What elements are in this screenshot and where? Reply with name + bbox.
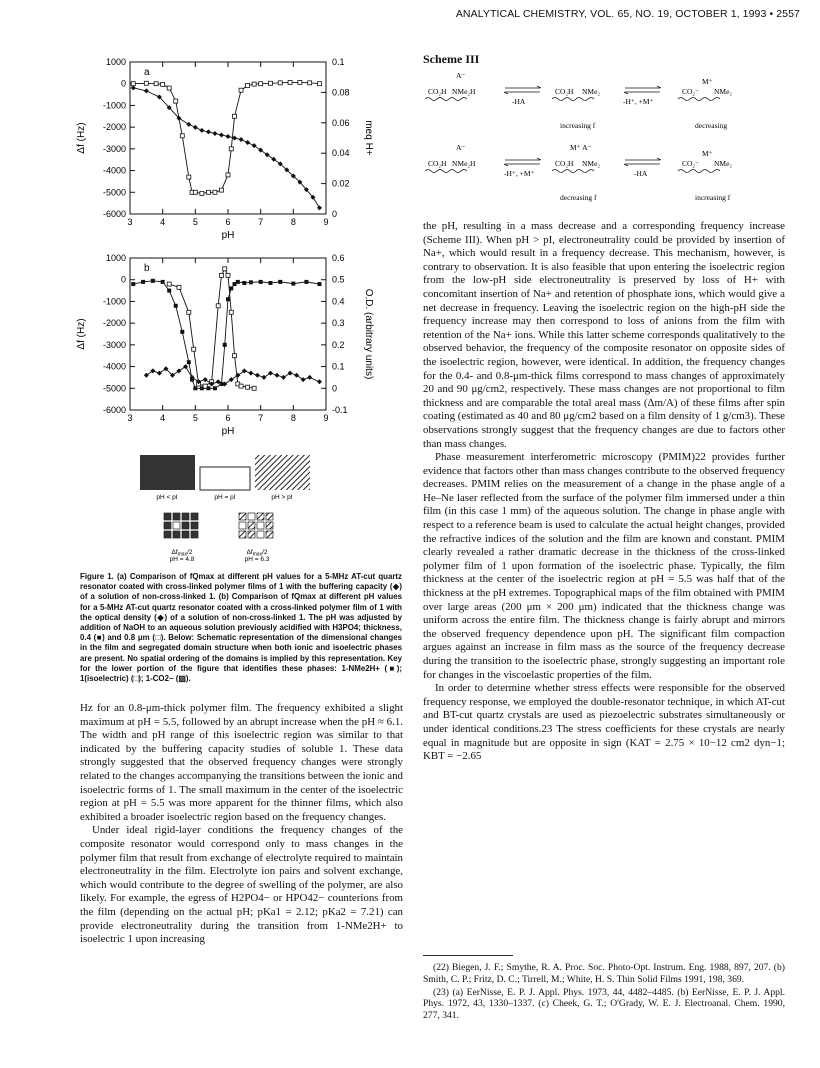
data-point — [268, 81, 272, 85]
data-point — [308, 81, 312, 85]
y2-tick-label: 0.5 — [332, 274, 345, 285]
y-tick-label: -1000 — [102, 296, 126, 307]
ionic-film-block — [140, 455, 195, 490]
panel-label: b — [144, 263, 150, 274]
data-point — [235, 373, 240, 378]
domain-cell — [182, 513, 189, 520]
y2-tick-label: 0.3 — [332, 318, 345, 329]
y-tick-label: -6000 — [102, 209, 126, 219]
x-tick-label: 4 — [160, 413, 166, 423]
label-ph-lt-pi: pH < pI — [156, 494, 178, 501]
y2-axis-label: meq H+ — [363, 120, 374, 156]
data-point — [239, 384, 243, 388]
domain-cell — [257, 522, 264, 529]
x-tick-label: 5 — [192, 413, 198, 423]
data-point — [291, 282, 295, 286]
svg-text:decreasing f: decreasing f — [560, 193, 597, 202]
data-point — [177, 368, 182, 373]
left-grid-label-1: $\Delta f_{max}/2$ — [171, 549, 193, 558]
x-tick-label: 6 — [225, 217, 231, 227]
data-point — [268, 371, 273, 376]
domain-cell — [182, 522, 189, 529]
isoelectric-film-block — [200, 467, 250, 490]
data-point — [278, 280, 282, 284]
data-point — [317, 282, 321, 286]
y2-tick-label: 0.6 — [332, 253, 345, 263]
data-point — [239, 88, 243, 92]
data-point — [161, 280, 165, 284]
left-grid-label-2: pH = 4.8 — [169, 556, 195, 563]
data-point — [242, 368, 247, 373]
domain-cell — [191, 522, 198, 529]
footnotes — [423, 962, 785, 1023]
svg-text:A⁻: A⁻ — [456, 71, 466, 80]
data-point — [229, 286, 233, 290]
y-tick-label: -2000 — [102, 318, 126, 329]
domain-cell — [248, 531, 255, 538]
y2-tick-label: 0.08 — [332, 87, 350, 98]
domain-cell — [191, 513, 198, 520]
data-point — [223, 267, 227, 271]
svg-text:-H⁺, +M⁺: -H⁺, +M⁺ — [623, 97, 654, 106]
y2-tick-label: 0 — [332, 383, 338, 394]
domain-grid-right — [239, 513, 273, 538]
data-point — [259, 82, 263, 86]
y2-tick-label: 0.1 — [332, 361, 345, 372]
y2-tick-label: 0.1 — [332, 57, 345, 67]
data-point — [229, 377, 234, 382]
y-tick-label: -3000 — [102, 339, 126, 350]
data-point — [150, 368, 155, 373]
data-point — [157, 371, 162, 376]
paragraph: Under ideal rigid-layer conditions the frequency changes of the composite resonator would correspond only to mass changes in the polymer film that result from exchange of electrolyte required to maintain electroneutrality in the film. Electrolyte ion pairs and solvent exchange, which would contribute to the degree of swelling of the polymer, are also likely. For example, the egress of H2PO4− or HPO42− counterions from the film (depending on the actual pH; pKa1 = 2.12; pKa2 = 7.21) can provide electroneutrality during the transition from 1-NMe2H+ to isoelectric 1 upon increasing — [80, 824, 403, 946]
data-point — [252, 82, 256, 86]
domain-cell — [182, 531, 189, 538]
data-point — [177, 285, 181, 289]
svg-text:M⁺: M⁺ — [702, 149, 713, 158]
x-axis-label: pH — [221, 426, 235, 437]
data-point — [187, 360, 191, 364]
data-point — [233, 354, 237, 358]
data-point — [298, 80, 302, 84]
data-point — [219, 132, 224, 137]
data-point — [226, 297, 230, 301]
domain-cell — [239, 513, 246, 520]
domain-cell — [173, 531, 180, 538]
paragraph: In order to determine whether stress effects were responsible for the observed frequency response, we employed the double-resonator technique, in which AT-cut and BT-cut quartz crystals are used as piezoelectric substrates simultaneously or under identical conditions.23 The stress coefficients for these crystals are nearly equal in magnitude but are opposite in sign (KAT = 2.75 × 10−12 cm2 dyn−1; KBT = −2.65 — [423, 682, 785, 763]
plot-frame — [130, 258, 326, 410]
paragraph: the pH, resulting in a mass decrease and a corresponding frequency increase (Scheme III). When pH > pI, electroneutrality could be provided by insertion of Na+, which would result in a frequency decrease. This mechanism, however, is contrary to observation. It is also feasible that upon entering the isoelectric region from the low-pH side electroneutrality is preserved by loss of H+ with concomitant insertion of Na+ and retention of phosphate ions, which would give a net decrease in frequency. Leaving the isoelectric region on the high-pH side the frequency increase may then correspond to loss of anions from the film with retention of the Na+ ions. While this latter scheme corresponds qualitatively to the observed behavior, the frequency of the composite resonator on opposite sides of the isoelectric region, however, were identical. In addition, the frequency changes for the 0.4- and 0.8-μm-thick films correspond to mass changes of approximately 20 and 90 μg/cm2, respectively. These mass changes are not proportional to film thickness and are comparable the total areal mass (Δm/A) of these films after spin coating (estimated as 40 and 80 μg/cm2 based on a film density of 1 g/cm3). These observations strongly suggest that the frequency changes are due to factors other than mass changes. — [423, 220, 785, 450]
data-point — [180, 330, 184, 334]
data-point — [174, 99, 178, 103]
x-tick-label: 9 — [323, 413, 329, 423]
data-point — [219, 273, 223, 277]
data-point — [187, 175, 191, 179]
svg-text:NMe₂H: NMe₂H — [452, 87, 476, 96]
data-point — [213, 190, 217, 194]
domain-cell — [239, 522, 246, 529]
series-line — [133, 88, 319, 208]
data-point — [317, 379, 322, 384]
data-point — [242, 281, 246, 285]
data-point — [317, 205, 322, 210]
film-schematic — [100, 455, 400, 565]
y-tick-label: -6000 — [102, 405, 126, 415]
svg-text:CO₂H: CO₂H — [555, 159, 574, 168]
data-point — [199, 128, 204, 133]
x-tick-label: 7 — [258, 413, 264, 423]
data-point — [167, 289, 171, 293]
y2-tick-label: 0.4 — [332, 296, 345, 307]
data-point — [167, 86, 171, 90]
y-tick-label: -2000 — [102, 122, 126, 133]
x-axis-label: pH — [221, 230, 235, 241]
svg-text:NMe₂: NMe₂ — [714, 87, 733, 96]
data-point — [186, 122, 191, 127]
scheme-title: Scheme III — [423, 52, 480, 66]
data-point — [174, 304, 178, 308]
label-ph-eq-pi: pH = pI — [214, 494, 236, 501]
right-grid-label-2: pH = 6.3 — [244, 556, 270, 563]
data-point — [183, 364, 188, 369]
data-point — [246, 83, 250, 87]
x-tick-label: 6 — [225, 413, 231, 423]
data-point — [187, 310, 191, 314]
y-tick-label: 1000 — [105, 57, 126, 67]
x-tick-label: 9 — [323, 217, 329, 227]
data-point — [301, 377, 306, 382]
running-header: ANALYTICAL CHEMISTRY, VOL. 65, NO. 19, OCTOBER 1, 1993 • 2557 — [455, 8, 800, 20]
paragraph: Hz for an 0.8-μm-thick polymer film. The frequency exhibited a slight maximum at pH = 5.5, followed by an abrupt increase when the pH ≈ 6.1. The width and pH range of this isoelectric region was similar to that indicated by the buffering capacity studies of soluble 1. These data strongly suggested that the observed frequency changes were strongly related to the changes accompanying the transitions between the ionic and isoelectric forms of 1. The small maximum in the center of the isoelectric region at pH = 5.5 was more apparent for the thinner films, which also exhibited a broader isoelectric region based on the frequency changes. — [80, 702, 403, 823]
right-column — [423, 220, 785, 764]
anionic-film-block — [255, 455, 310, 490]
scheme-iii — [420, 66, 790, 206]
y-tick-label: 1000 — [105, 253, 126, 263]
y2-tick-label: 0 — [332, 209, 338, 219]
data-point — [252, 386, 256, 390]
data-point — [154, 82, 158, 86]
y2-axis-label: O.D. (arbitrary units) — [363, 288, 374, 380]
data-point — [245, 140, 250, 145]
data-point — [161, 82, 165, 86]
data-point — [144, 81, 148, 85]
data-point — [239, 137, 244, 142]
data-point — [259, 280, 263, 284]
x-tick-label: 7 — [258, 217, 264, 227]
svg-text:increasing f: increasing f — [560, 121, 596, 130]
data-point — [131, 282, 135, 286]
y2-tick-label: 0.2 — [332, 339, 345, 350]
data-point — [255, 373, 260, 378]
svg-text:NMe₂: NMe₂ — [582, 159, 601, 168]
data-point — [206, 190, 210, 194]
x-tick-label: 3 — [127, 413, 133, 423]
domain-cell — [164, 522, 171, 529]
svg-text:-H⁺, +M⁺: -H⁺, +M⁺ — [504, 169, 535, 178]
data-point — [226, 134, 231, 139]
x-tick-label: 8 — [290, 217, 296, 227]
domain-cell — [248, 522, 255, 529]
y-tick-label: -1000 — [102, 100, 126, 111]
svg-text:A⁻: A⁻ — [456, 143, 466, 152]
y2-tick-label: 0.06 — [332, 117, 350, 128]
data-point — [261, 375, 266, 380]
data-point — [219, 188, 223, 192]
data-point — [229, 310, 233, 314]
left-column — [80, 702, 403, 947]
paragraph: Phase measurement interferometric microscopy (PMIM)22 provides further evidence that factors other than mass changes contribute to the observed frequency decreases. PMIM relies on the measurement of a change in the phase angle of a He–Ne laser reflected from the surface of the polymer film immersed under a thin film (in this case 1 mm) of the aqueous solution. The change in phase angle with respect to a reference beam is used to calculate the actual height changes, provided the refractive indices of the solution and the film are known and constant. PMIM clearly revealed a rather dramatic decrease in the thickness of the cross-linked polymer film of 1 upon formation of the isoelectric phase. Typically, the film thickness at the center of the isoelectric region at pH = 5.5 was half that of the thickness at the pH extremes. Topographical maps of the film obtained with PMIM over large areas (200 μm × 200 μm) indicated that the thickness change was uniform across the entire film. The thickness change is fairly abrupt and mirrors the observed frequency dependence upon pH. The significant film compaction argues against an increase in film mass as the source of the frequency decrease during the transition to the isoelectric phase, strongly suggesting an important role for changes in the viscoelastic properties of the film. — [423, 451, 785, 681]
data-point — [281, 375, 286, 380]
domain-grid-left — [164, 513, 198, 538]
data-point — [317, 82, 321, 86]
svg-text:M⁺: M⁺ — [702, 77, 713, 86]
data-point — [226, 273, 230, 277]
domain-cell — [191, 531, 198, 538]
footnote-rule — [423, 955, 513, 956]
data-point — [151, 279, 155, 283]
figure-1b-chart — [70, 250, 400, 450]
data-point — [216, 304, 220, 308]
data-point — [233, 114, 237, 118]
svg-text:NMe₂: NMe₂ — [582, 87, 601, 96]
svg-text:-HA: -HA — [512, 97, 526, 106]
domain-cell — [173, 522, 180, 529]
x-tick-label: 8 — [290, 413, 296, 423]
svg-text:CO₂H: CO₂H — [555, 87, 574, 96]
data-point — [206, 129, 211, 134]
data-point — [307, 375, 312, 380]
y-tick-label: -5000 — [102, 383, 126, 394]
domain-cell — [173, 513, 180, 520]
y-axis-label: Δf (Hz) — [76, 318, 87, 350]
x-tick-label: 5 — [192, 217, 198, 227]
data-point — [294, 373, 299, 378]
svg-text:decreasing: decreasing — [695, 121, 728, 130]
data-point — [223, 343, 227, 347]
data-point — [141, 280, 145, 284]
data-point — [288, 371, 293, 376]
domain-cell — [257, 513, 264, 520]
y-tick-label: 0 — [120, 78, 126, 89]
figure-caption: Figure 1. (a) Comparison of fQmax at different pH values for a 5-MHz AT-cut quartz resonator coated with cross-linked polymer films of 1 with the buffering capacity (◆) of a solution of non-cross-linked 1. (b) Comparison of fQmax at different pH values for a 5-MHz AT-cut quartz resonator coated with a cross-linked polymer film of 1 with the optical density (◆) of a solution of non-cross-linked 1. The pH was adjusted by addition of NaOH to an aqueous solution previously acidified with H3PO4; thickness, 0.4 (■) and 0.8 μm (□). Below: Schematic representation of the dimensional changes in the film and segregated domain structure when both ionic and isoelectric phases are present. No spatial ordering of the domains is implied by this representation. Key for the lower portion of the figure that identifies these phases: 1-NMe2H+ (■); 1(isoelectric) (□); 1-CO2− (▨). — [80, 572, 402, 684]
data-point — [144, 88, 149, 93]
svg-text:NMe₂: NMe₂ — [714, 159, 733, 168]
y-tick-label: -3000 — [102, 143, 126, 154]
data-point — [212, 131, 217, 136]
data-point — [246, 385, 250, 389]
data-point — [248, 371, 253, 376]
data-point — [193, 125, 198, 130]
data-point — [131, 82, 135, 86]
svg-text:increasing f: increasing f — [695, 193, 731, 202]
svg-text:CO₂⁻: CO₂⁻ — [682, 87, 699, 96]
x-tick-label: 4 — [160, 217, 166, 227]
y2-tick-label: 0.04 — [332, 148, 350, 159]
data-point — [200, 191, 204, 195]
data-point — [144, 373, 149, 378]
svg-text:CO₂H: CO₂H — [428, 159, 447, 168]
y-tick-label: -5000 — [102, 187, 126, 198]
data-point — [192, 347, 196, 351]
data-point — [268, 281, 272, 285]
footnote: (23) (a) EerNisse, E. P. J. Appl. Phys. 1973, 44, 4482–4485. (b) EerNisse, E. P. J. Appl. Phys. 1972, 43, 1330–1337. (c) Cheek, G. T.; O'Grady, W. E. J. Electroanal. Chem. 1990, 277, 341. — [423, 986, 785, 1022]
domain-cell — [239, 531, 246, 538]
right-grid-label-1: $\Delta f_{max}/2$ — [246, 549, 268, 558]
domain-cell — [266, 522, 273, 529]
data-point — [213, 386, 217, 390]
y2-tick-label: -0.1 — [332, 405, 348, 415]
svg-text:CO₂H: CO₂H — [428, 87, 447, 96]
data-point — [180, 134, 184, 138]
domain-cell — [266, 513, 273, 520]
series-line — [169, 269, 254, 388]
domain-cell — [248, 513, 255, 520]
y-tick-label: -4000 — [102, 165, 126, 176]
svg-text:-HA: -HA — [634, 169, 648, 178]
data-point — [193, 190, 197, 194]
svg-text:M⁺ A⁻: M⁺ A⁻ — [570, 143, 592, 152]
data-point — [226, 173, 230, 177]
data-point — [304, 280, 308, 284]
data-point — [278, 81, 282, 85]
data-point — [249, 280, 253, 284]
svg-text:CO₂⁻: CO₂⁻ — [682, 159, 699, 168]
data-point — [193, 386, 197, 390]
y-tick-label: 0 — [120, 274, 126, 285]
data-point — [275, 373, 280, 378]
data-point — [167, 282, 171, 286]
data-point — [203, 384, 207, 388]
y-tick-label: -4000 — [102, 361, 126, 372]
domain-cell — [164, 531, 171, 538]
y2-tick-label: 0.02 — [332, 178, 350, 189]
footnote: (22) Biegen, J. F.; Smythe, R. A. Proc. Soc. Photo-Opt. Instrum. Eng. 1988, 897, 207. (b) Smith, C. P.; Fritz, D. C.; Tirrell, M.; White, H. S. Thin Solid Films 1991, 198, 369. — [423, 962, 785, 985]
panel-label: a — [144, 67, 150, 78]
y-axis-label: Δf (Hz) — [76, 122, 87, 154]
figure-1a-chart — [70, 52, 400, 282]
data-point — [203, 377, 208, 382]
domain-cell — [266, 531, 273, 538]
data-point — [236, 280, 240, 284]
domain-cell — [257, 531, 264, 538]
label-ph-gt-pi: pH > pI — [271, 494, 293, 501]
data-point — [229, 147, 233, 151]
svg-text:NMe₂H: NMe₂H — [452, 159, 476, 168]
x-tick-label: 3 — [127, 217, 133, 227]
data-point — [288, 80, 292, 84]
domain-cell — [164, 513, 171, 520]
